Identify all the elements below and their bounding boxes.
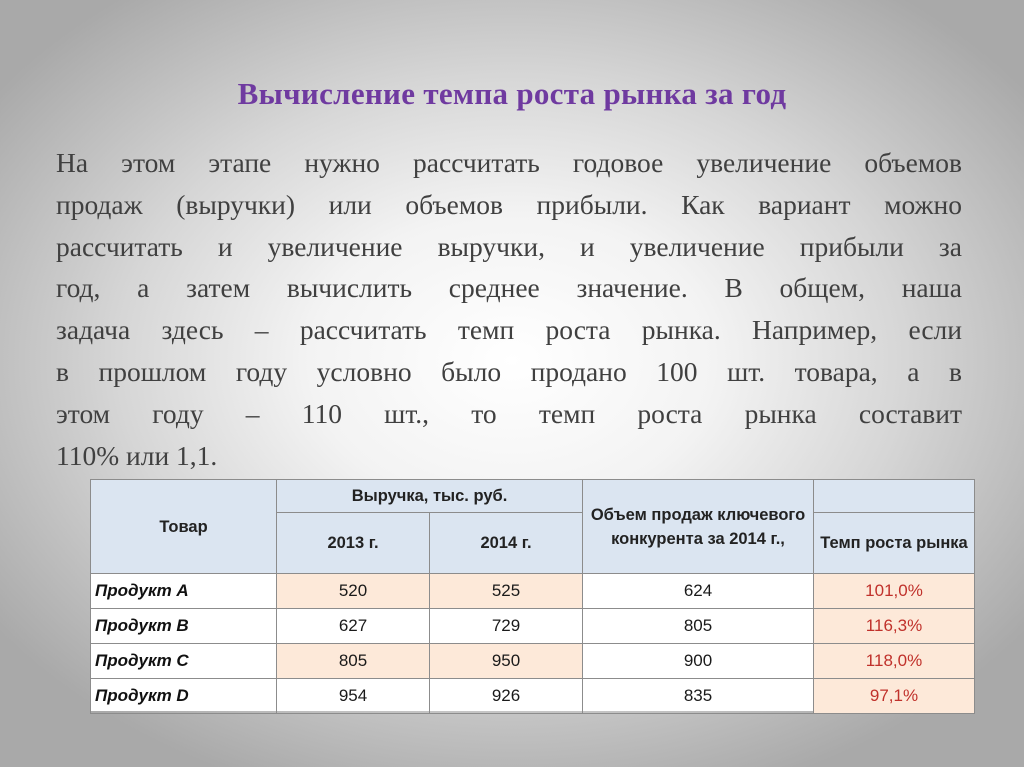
- header-blank-cell: [814, 480, 975, 513]
- paragraph-line: продаж (выручки) или объемов прибыли. Как вариант можно: [56, 188, 962, 220]
- paragraph-line: 110% или 1,1.: [56, 439, 218, 471]
- body-paragraph: [56, 142, 962, 476]
- product-name: Продукт А: [91, 574, 277, 609]
- revenue-2014: 729: [430, 609, 583, 644]
- competitor-volume: 624: [583, 574, 814, 609]
- growth-rate: 118,0%: [814, 644, 975, 679]
- revenue-2013: 520: [277, 574, 430, 609]
- revenue-2013: 627: [277, 609, 430, 644]
- table-row: [91, 679, 975, 714]
- revenue-2014: 926: [430, 679, 583, 714]
- revenue-2013: 954: [277, 679, 430, 714]
- competitor-volume: 835: [583, 679, 814, 714]
- table-row: [91, 609, 975, 644]
- paragraph-line: задача здесь – рассчитать темп роста рынка. Например, если: [56, 314, 962, 346]
- table-row: [91, 574, 975, 609]
- growth-rate: 101,0%: [814, 574, 975, 609]
- paragraph-line: рассчитать и увеличение выручки, и увеличение прибыли за: [56, 230, 962, 262]
- revenue-2013: 805: [277, 644, 430, 679]
- product-name: Продукт D: [91, 679, 277, 714]
- table-row: [91, 644, 975, 679]
- header-product: Товар: [91, 480, 277, 574]
- competitor-volume: 805: [583, 609, 814, 644]
- paragraph-line: этом году – 110 шт., то темп роста рынка составит: [56, 397, 962, 429]
- paragraph-line: в прошлом году условно было продано 100 шт. товара, а в: [56, 355, 962, 387]
- growth-rate: 97,1%: [814, 679, 975, 714]
- product-name: Продукт В: [91, 609, 277, 644]
- paragraph-line: На этом этапе нужно рассчитать годовое увеличение объемов: [56, 147, 962, 178]
- header-2014: 2014 г.: [430, 513, 583, 574]
- header-revenue: Выручка, тыс. руб.: [277, 480, 583, 513]
- revenue-2014: 950: [430, 644, 583, 679]
- header-competitor: Объем продаж ключевого конкурента за 2014 г.,: [583, 480, 814, 574]
- header-2013: 2013 г.: [277, 513, 430, 574]
- growth-rate: 116,3%: [814, 609, 975, 644]
- competitor-volume: 900: [583, 644, 814, 679]
- market-growth-table: [90, 479, 974, 711]
- revenue-2014: 525: [430, 574, 583, 609]
- slide-title: Вычисление темпа роста рынка за год: [237, 76, 787, 111]
- header-growth: Темп роста рынка: [814, 513, 975, 574]
- paragraph-line: год, а затем вычислить среднее значение. В общем, наша: [56, 272, 962, 304]
- product-name: Продукт С: [91, 644, 277, 679]
